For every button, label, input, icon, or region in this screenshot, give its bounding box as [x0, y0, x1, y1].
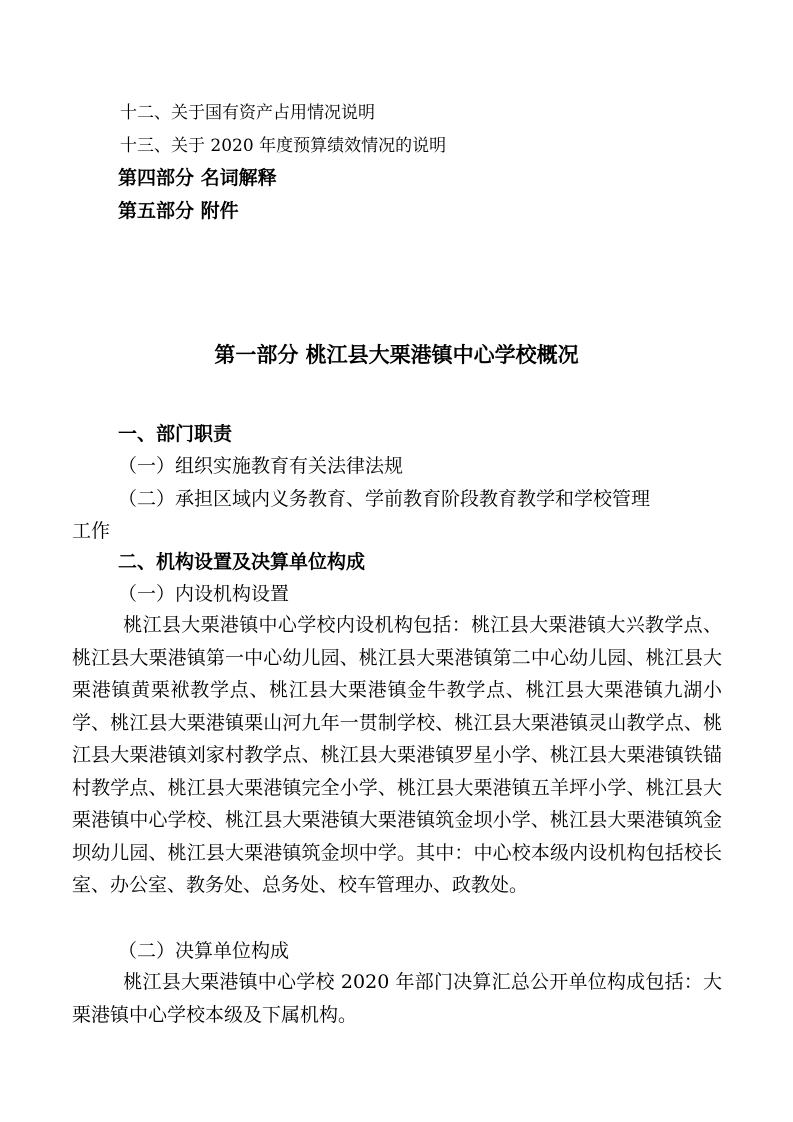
toc-part-5: 第五部分 附件 [118, 200, 239, 222]
sub-budget-units: （二）决算单位构成 [118, 940, 290, 962]
duty-2-line-2: 工作 [72, 520, 111, 542]
heading-structure: 二、机构设置及决算单位构成 [118, 551, 366, 573]
sub-internal-orgs: （一）内设机构设置 [118, 583, 290, 605]
duty-2-line-1: （二）承担区域内义务教育、学前教育阶段教育教学和学校管理 [118, 488, 651, 510]
section-title: 第一部分 桃江县大栗港镇中心学校概况 [214, 343, 579, 367]
toc-item-12: 十二、关于国有资产占用情况说明 [120, 103, 375, 123]
paragraph-budget-units: 桃江县大栗港镇中心学校 2020 年部门决算汇总公开单位构成包括：大栗港镇中心学校本级及下属机构。 [72, 971, 722, 1026]
toc-part-4: 第四部分 名词解释 [118, 167, 277, 189]
duty-1: （一）组织实施教育有关法律法规 [118, 455, 404, 477]
paragraph-internal-orgs: 桃江县大栗港镇中心学校内设机构包括：桃江县大栗港镇大兴教学点、桃江县大栗港镇第一中心幼儿园、桃江县大栗港镇第二中心幼儿园、桃江县大栗港镇黄栗袱教学点、桃江县大栗港镇金牛教学点、桃江县大栗港镇九湖小学、桃江县大栗港镇栗山河九年一贯制学校、桃江县大栗港镇灵山教学点、桃江县大栗港镇刘家村教学点、桃江县大栗港镇罗星小学、桃江县大栗港镇铁锚村教学点、桃江县大栗港镇完全小学、桃江县大栗港镇五羊坪小学、桃江县大栗港镇中心学校、桃江县大栗港镇大栗港镇筑金坝小学、桃江县大栗港镇筑金坝幼儿园、桃江县大栗港镇筑金坝中学。其中：中心校本级内设机构包括校长室、办公室、教务处、总务处、校车管理办、政教处。 [72, 614, 722, 896]
toc-item-13: 十三、关于 2020 年度预算绩效情况的说明 [120, 136, 447, 156]
heading-duties: 一、部门职责 [118, 423, 233, 445]
